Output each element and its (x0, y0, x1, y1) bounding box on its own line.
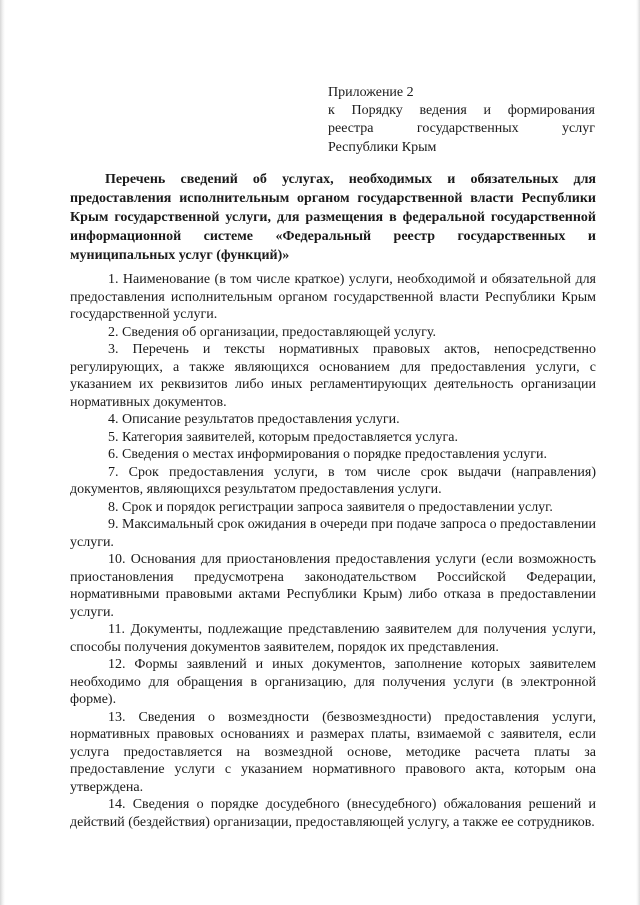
list-item-12: 12. Формы заявлений и иных документов, заполнение которых заявителем необходимо для обращения в организацию, для получения услуги (в электронной форме). (70, 657, 596, 707)
list-item-9: 9. Максимальный срок ожидания в очереди при подаче запроса о предоставлении услуги. (70, 517, 596, 550)
list-item-6: 6. Сведения о местах информирования о порядке предоставления услуги. (108, 447, 547, 462)
list-item-11: 11. Документы, подлежащие представлению заявителем для получения услуги, способы получения документов заявителем, порядок их представления. (70, 622, 596, 655)
list-item-14: 14. Сведения о порядке досудебного (внесудебного) обжалования решений и действий (бездействия) организации, предоставляющей услугу, а также ее сотрудников. (70, 797, 596, 830)
appendix-reference-line-2: реестра государственных услуг (328, 121, 595, 137)
list-item-1: 1. Наименование (в том числе краткое) услуги, необходимой и обязательной для предоставления исполнительным органом государственной власти Республики Крым государственной услуги. (70, 272, 596, 322)
list-item-13: 13. Сведения о возмездности (безвозмездности) предоставления услуги, нормативных правовых основаниях и размерах платы, взимаемой с заявителя, если услуга предоставляется на возмездной основе, методике расчета платы за предоставление услуги с указанием нормативного правового акта, которым она утверждена. (70, 709, 596, 795)
scan-edge-left (0, 0, 5, 905)
list-item-8: 8. Срок и порядок регистрации запроса заявителя о предоставлении услуг. (108, 499, 553, 515)
list-item-4: 4. Описание результатов предоставления услуги. (108, 412, 400, 427)
scan-edge-right (636, 0, 640, 905)
document-title: Перечень сведений об услугах, необходимых и обязательных для предоставления исполнительным органом государственной власти Республики Крым государственной услуги, для размещения в федеральной государственной информационной системе «Федеральный реестр государственных и муниципальных услуг (функций)» (70, 172, 596, 263)
appendix-number: Приложение 2 (328, 85, 414, 100)
appendix-reference-line-1: к Порядку ведения и формирования (328, 103, 595, 119)
items-list (70, 271, 596, 831)
list-item-7: 7. Срок предоставления услуги, в том числе срок выдачи (направления) документов, являющихся результатом предоставления услуги. (70, 464, 596, 497)
list-item-2: 2. Сведения об организации, предоставляющей услугу. (108, 324, 436, 340)
list-item-5: 5. Категория заявителей, которым предоставляется услуга. (108, 429, 458, 445)
appendix-reference-line-3: Республики Крым (328, 139, 437, 155)
list-item-3: 3. Перечень и тексты нормативных правовых актов, непосредственно регулирующих, а также являющихся основанием для предоставления услуги, с указанием их реквизитов либо иных регламентирующих деятельность организации нормативных документов. (70, 342, 596, 410)
list-item-10: 10. Основания для приостановления предоставления услуги (если возможность приостановления предусмотрена законодательством Российской Федерации, нормативными правовыми актами Республики Крым) либо отказа в предоставлении услуги. (70, 552, 596, 620)
appendix-header (328, 84, 595, 157)
